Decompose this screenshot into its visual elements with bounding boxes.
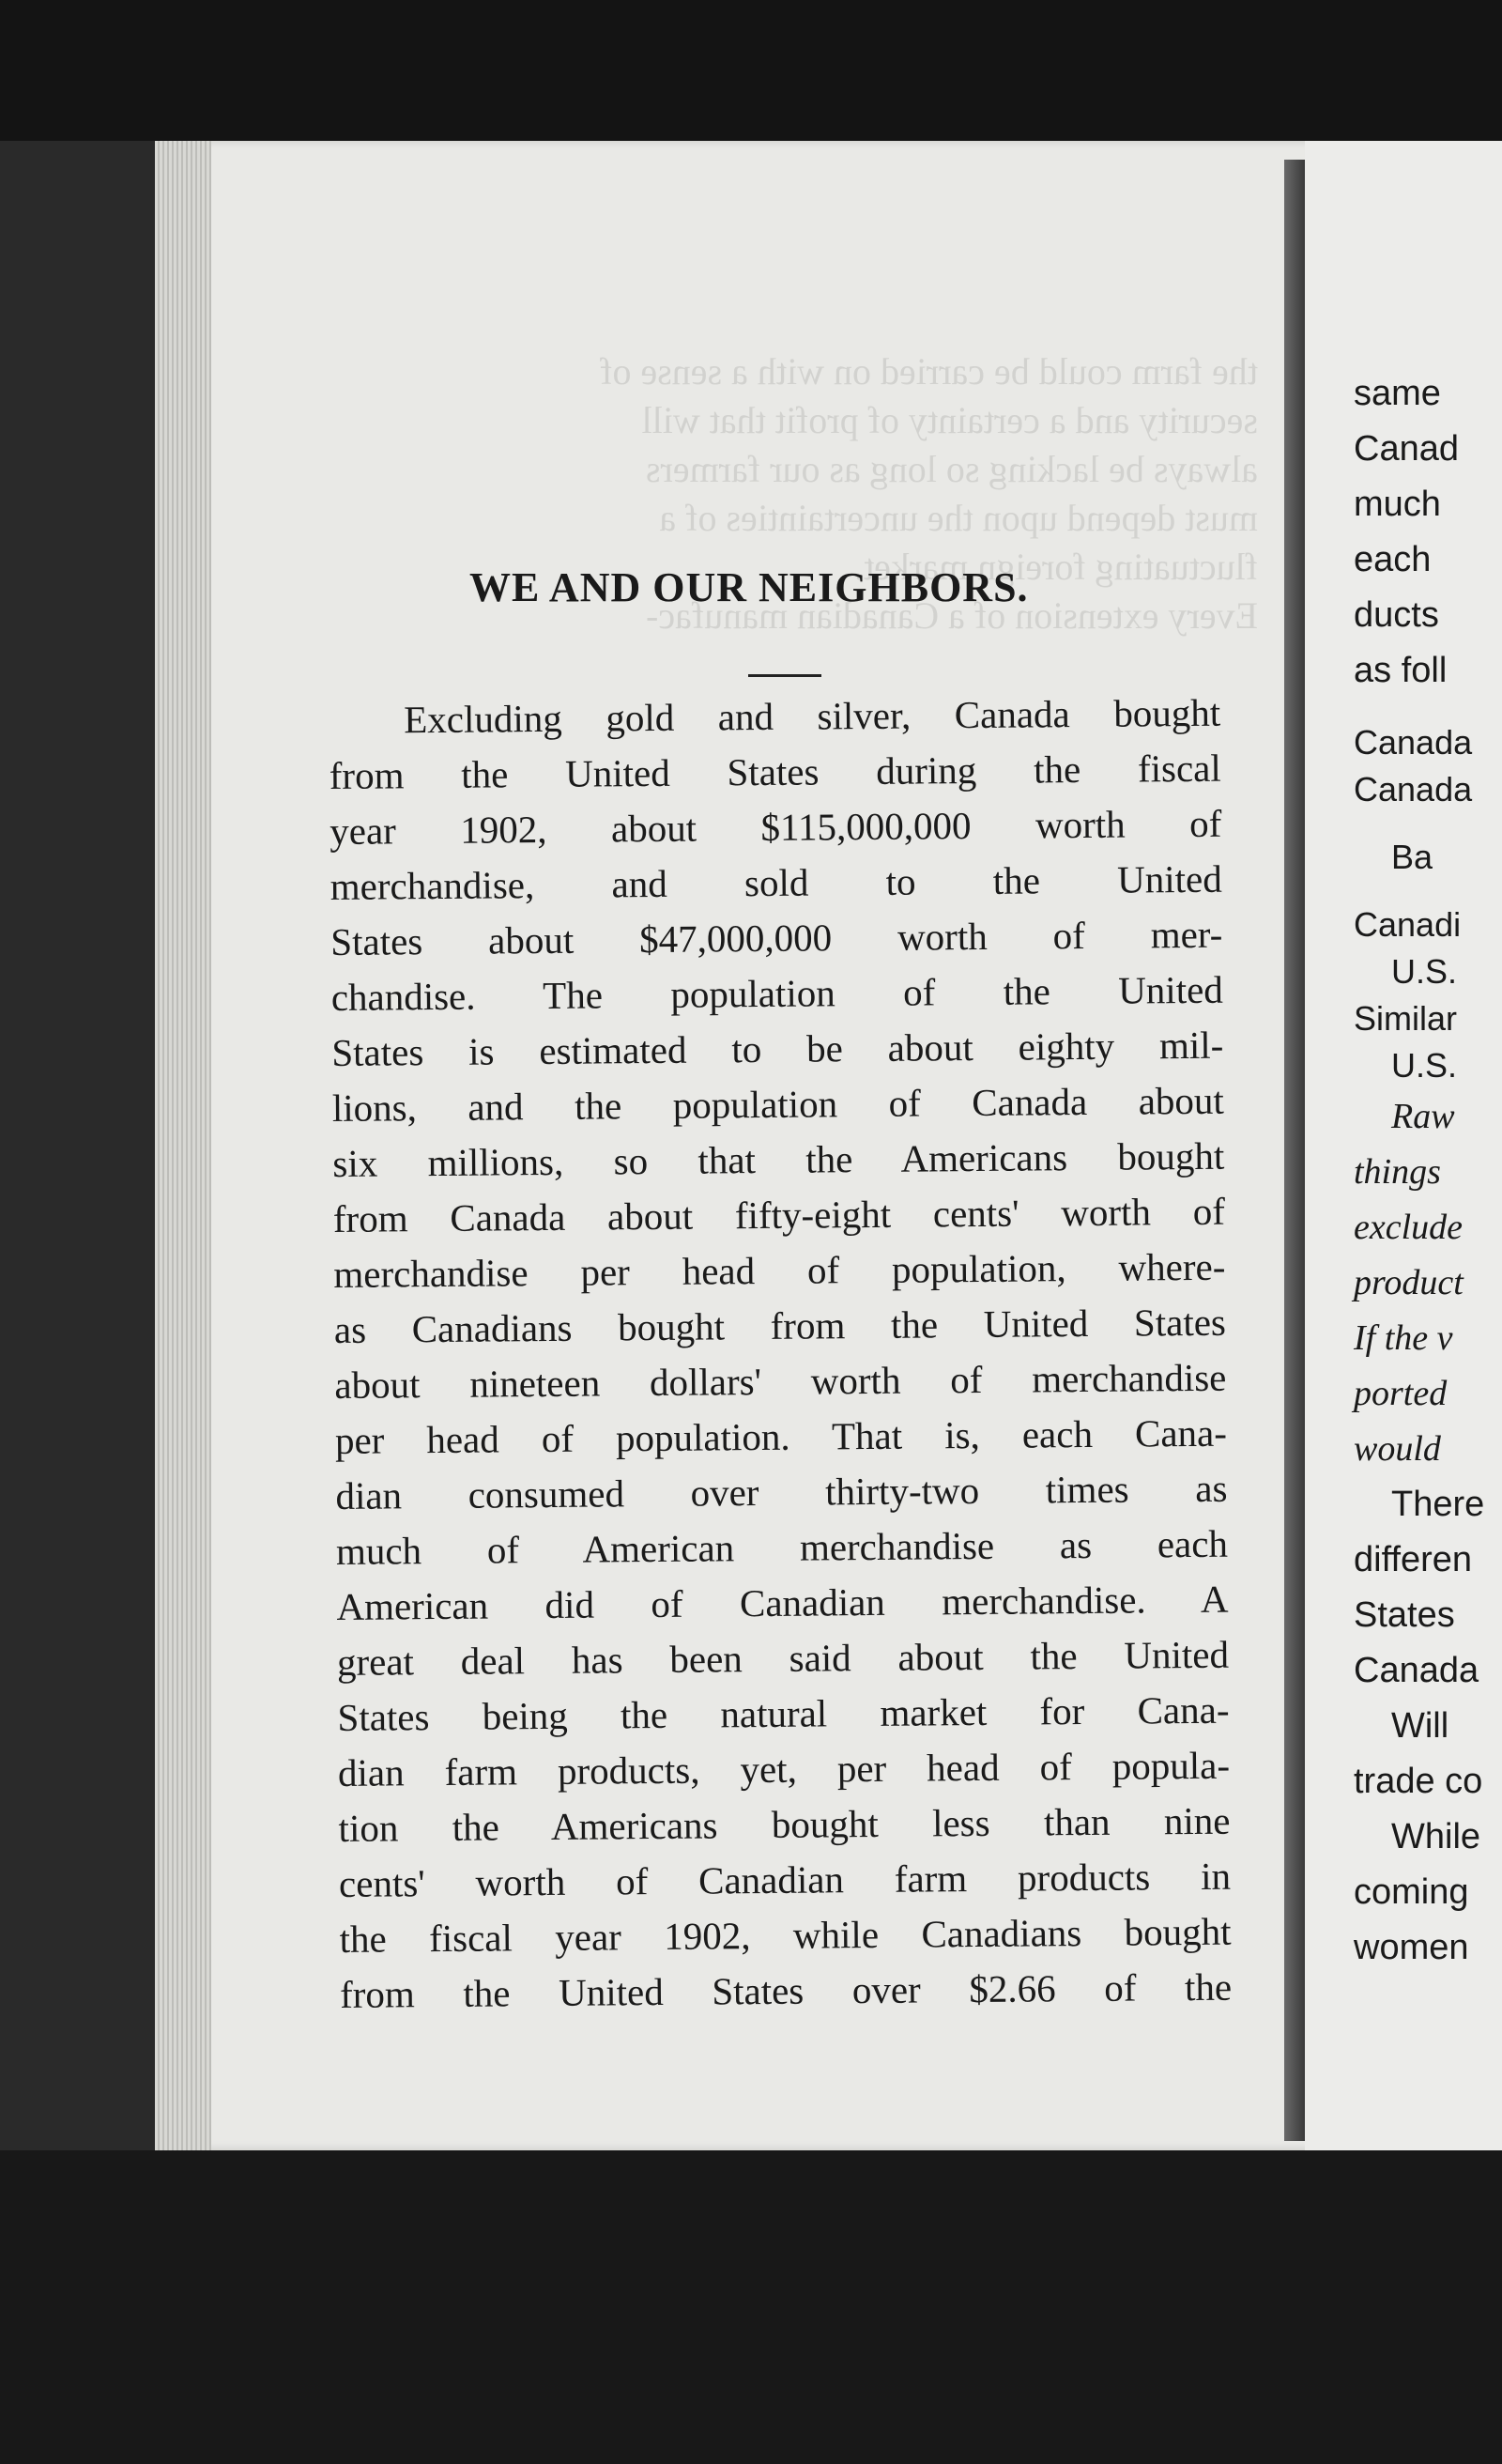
text-line: States being the natural market for Cana- xyxy=(337,1687,1230,1739)
text-fragment: States xyxy=(1354,1595,1455,1635)
text-fragment: While xyxy=(1391,1817,1481,1856)
text-fragment: each xyxy=(1354,540,1432,579)
text-line: merchandise per head of population, where- xyxy=(333,1244,1226,1296)
text-fragment: much xyxy=(1354,485,1441,524)
text-line: American did of Canadian merchandise. A xyxy=(336,1577,1229,1628)
text-line: as Canadians bought from the United States xyxy=(333,1300,1227,1351)
text-fragment: would xyxy=(1354,1429,1441,1469)
text-fragment: Will xyxy=(1391,1706,1449,1746)
page-heading: WE AND OUR NEIGHBORS. xyxy=(469,564,1029,610)
text-fragment: There xyxy=(1391,1485,1485,1524)
text-line: per head of population. That is, each Cana- xyxy=(334,1410,1228,1462)
heading-rule xyxy=(748,674,821,677)
text-fragment: U.S. xyxy=(1391,952,1458,991)
text-fragment: exclude xyxy=(1354,1208,1464,1247)
page-edge-stack xyxy=(155,141,211,2150)
text-line: six millions, so that the Americans bought xyxy=(332,1133,1225,1185)
text-line: cents' worth of Canadian farm products in xyxy=(338,1854,1232,1905)
text-fragment: Canada xyxy=(1354,723,1473,762)
book-gutter xyxy=(1284,160,1305,2141)
text-line: chandise. The population of the United xyxy=(330,967,1223,1019)
text-fragment: Canad xyxy=(1354,429,1459,469)
text-line: tion the Americans bought less than nine xyxy=(338,1798,1231,1850)
text-fragment: things xyxy=(1354,1152,1441,1192)
text-fragment: as foll xyxy=(1354,651,1448,690)
text-fragment: differen xyxy=(1354,1540,1473,1579)
text-fragment: product xyxy=(1354,1263,1464,1302)
text-fragment: Raw xyxy=(1391,1097,1455,1136)
text-line: Excluding gold and silver, Canada bought xyxy=(404,690,1221,742)
text-line: lions, and the population of Canada about xyxy=(331,1078,1225,1130)
text-fragment: Canadi xyxy=(1354,905,1462,944)
text-line: the fiscal year 1902, while Canadians bought xyxy=(339,1909,1232,1961)
show-through-text: the farm could be carried on with a sense of security and a certainty of profit that will always be lacking so long as our farmers must depend upon the uncertainties of a fluctuating foreign market. Every extension of a Canadian manufac- xyxy=(600,350,1258,637)
text-line: much of American merchandise as each xyxy=(335,1521,1229,1573)
text-fragment: women xyxy=(1354,1928,1469,1967)
text-line: dian farm products, yet, per head of popula- xyxy=(337,1743,1231,1794)
text-line: year 1902, about $115,000,000 worth of xyxy=(330,801,1222,853)
text-line: States about $47,000,000 worth of mer- xyxy=(330,912,1223,963)
text-line: from the United States during the fiscal xyxy=(329,746,1221,797)
text-line: from Canada about fifty-eight cents' worth of xyxy=(332,1189,1226,1240)
text-fragment: Canada xyxy=(1354,1651,1479,1690)
text-fragment: trade co xyxy=(1354,1762,1483,1801)
text-fragment: Canada xyxy=(1354,770,1473,808)
text-fragment: U.S. xyxy=(1391,1046,1458,1085)
text-fragment: Ba xyxy=(1391,838,1433,876)
text-fragment: coming xyxy=(1354,1872,1469,1912)
body-paragraph xyxy=(329,685,1232,2023)
scan-background-top xyxy=(0,0,1502,141)
text-fragment: Similar xyxy=(1354,999,1458,1038)
text-line: States is estimated to be about eighty mil- xyxy=(331,1023,1224,1074)
text-line: great deal has been said about the United xyxy=(336,1632,1230,1684)
scan-background-bottom xyxy=(0,2150,1502,2464)
text-line: merchandise, and sold to the United xyxy=(330,856,1222,908)
text-fragment: ducts xyxy=(1354,595,1439,635)
text-line: dian consumed over thirty-two times as xyxy=(335,1466,1228,1517)
text-line: about nineteen dollars' worth of merchandise xyxy=(334,1355,1227,1407)
text-fragment: ported xyxy=(1354,1374,1448,1413)
text-line: from the United States over $2.66 of the xyxy=(339,1964,1233,2016)
right-page-text xyxy=(1354,366,1502,1976)
text-fragment: same xyxy=(1354,374,1441,413)
text-fragment: If the v xyxy=(1354,1318,1453,1358)
